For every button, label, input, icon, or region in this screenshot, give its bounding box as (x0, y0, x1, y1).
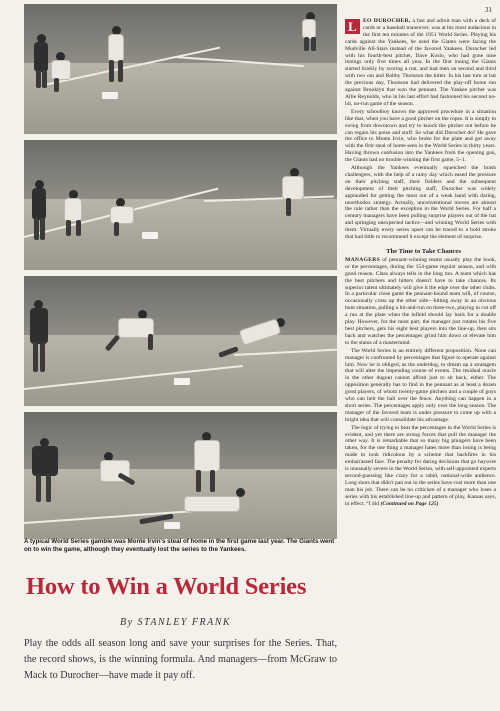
lead-paragraph (345, 18, 496, 108)
body-paragraph: of pennant-winning teams usually play the book, or the percentages, during the 154-game regular season, and with good reason. Class always tells in the long run. A team which has the best pitchers and hitters doesn't have to take chances. Its superior talent ultimately will give it the edge over the other clubs. In a particular close game the pennant-bound team will, of course, occasionally cross up the other side—hitting away in an obvious bunt situation, pulling a hit-and-run on three-two, playing to cut off a run at the plate when the infield should lay back for a double play. However, for the most part, the manager just rotates his five best pitchers, gets his eight best players into the line-up, then sits back and watches the percentages grind him down or elevate him to the status of a mastermind. (345, 256, 496, 346)
photo-sequence (24, 4, 337, 545)
article-title: How to Win a World Series (26, 573, 307, 600)
photo-frame-3 (24, 276, 337, 406)
body-paragraph: Although the Yankees eventually squelched the brash challengers, with the help of a rainy day which eased the pressure on their pitching staff, their fielders and the subsequent development of their pitching staff, Durocher was widely applauded for getting the most out of a weak hand with daring, unorthodox strategy. Actually, unconventional moves are almost the rule rather than the exception in the World Series. For half a century managers have been pulling surprise players out of the hat and springing unexpected tactics—and winning World Series with them. Virtually every series upset can be traced to a bold stroke that had little to recommend it except the element of surprise. (345, 165, 496, 241)
continued-link[interactable]: (Continued on Page 125) (380, 500, 439, 507)
section-lead-paragraph (345, 257, 496, 347)
section-smallcaps: MANAGERS (345, 256, 381, 263)
section-subhead: The Time to Take Chances (386, 248, 461, 255)
lead-smallcaps: EO DUROCHER, (363, 18, 411, 24)
article-body (345, 18, 496, 509)
photo-caption: A typical World Series gamble was Monte Irvin's steal of home in the first game last year. The Giants went on to win the game, although they eventually lost the series to the Yankees. (24, 538, 335, 553)
photo-frame-1 (24, 4, 337, 134)
drop-cap: L (345, 19, 360, 34)
photo-frame-2 (24, 140, 337, 270)
body-paragraph (345, 425, 496, 508)
body-paragraph: a fast and adroit man with a deck of cards or a baseball maneuver, was at his most audacious in the first ten minutes of the 1951 World Series. Playing his cards against the Yankees, he used the Giants were facing the Mudville All-Stars instead of the favored Yankees. Durocher led with his fourth-best pitcher, Dave Koslo, who had gone nine innings only five times all year. In the first inning the Giants started briskly by scoring a run, and had men on second and third with two out and Bobby Thomson the hitter. In his last turn at bat the previous day, Thomson had delivered the play-off home run against Brooklyn that won the pennant. The Yankee pitcher was Allie Reynolds, who in his last effort had fashioned his second no-hit, no-run game of the season. (345, 18, 496, 107)
body-paragraph: Every schoolboy knows the approved procedure in a situation like that, when you have a good pitcher on the ropes. It is simply to swing from downtown and try to knock the pitcher out before he can regain his poise and stuff. So what did Durocher do? He gave the office to Monte Irvin, who broke for the plate and got away with the first steal of home seen in the World Series in thirty years. Having thrown confusion into the Yankees from the opening gun, the Giants had no trouble winning the first game, 5–1. (345, 108, 496, 164)
article-byline: By STANLEY FRANK (120, 617, 232, 628)
photo-frame-4 (24, 412, 337, 539)
body-paragraph: The World Series is an entirely different proposition. None can manager is confronted by percentages that figure to operate against him. Now he is obliged, as the underdog, to dream up a stratagem that will alter the impending course of events. The residual oracle in the other dugout cannot afford just to sit back, either. The opposition generally has to find in the pennant as at least a dozen good players, of whom twenty-game pitchers and a couple of guys who can belt the ball over the fence. Anything can happen in a short series. The percentages apply only over the long season. The manager of the favored team is under pressure to come up with a bright idea that will consolidate his advantage. (345, 347, 496, 423)
article-deck: Play the odds all season long and save your surprises for the Series. That, the record shows, is the winning formula. And managers—from McGraw to Mack to Durocher—have made it pay off. (24, 638, 337, 681)
body-text: The logic of trying to beat the percentages in the World Series is evident, and yet there are strong forces that pull the manager the other way. It is remarkable that so many big plungers have been taken, for the one thing a manager hates more than losing is being made to look ridiculous by a scheme that backfires in his embarrassed face. The penalty for daring decisions that go haywire is unusually severe in the World Series, with self-appointed experts second-guessing like crazy for a rabid, national-wide audience. Long shots that didn't pan out in the series have cost more than one man his job. There can be no criticism of a manager who loses a series with his established line-up and pattern of play, Kansas says, in effect, “I did (345, 424, 496, 507)
page-number: 31 (485, 6, 492, 14)
